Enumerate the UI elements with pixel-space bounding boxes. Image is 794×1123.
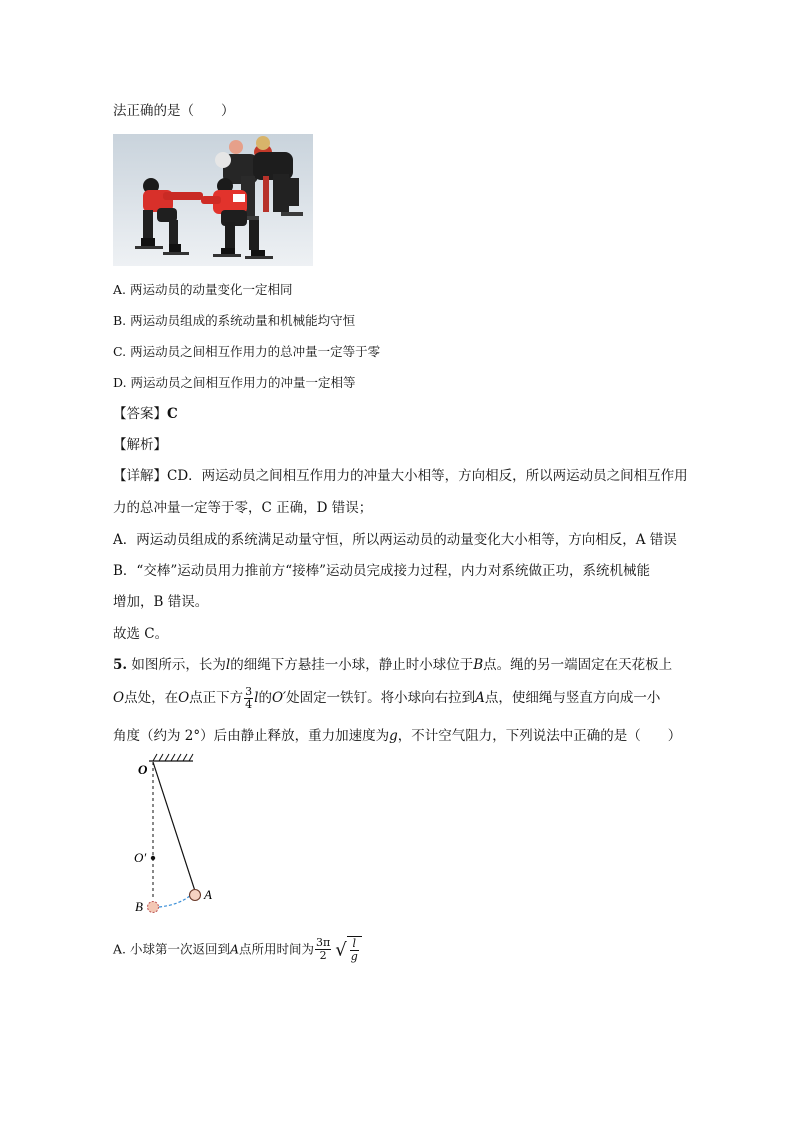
q5-line-3 [113, 727, 681, 745]
q5-line-1 [113, 656, 672, 674]
var-g: g [389, 728, 398, 744]
detail-line-5: 增加，B 错误。 [113, 594, 209, 610]
fraction-three-quarters [244, 686, 253, 711]
ceiling-hatch [153, 754, 193, 761]
var-o: O [178, 690, 190, 706]
frac-numerator: 3π [316, 936, 331, 950]
option-c: C. 两运动员之间相互作用力的总冲量一定等于零 [113, 344, 381, 359]
q5-line-2 [113, 686, 660, 711]
var-a: A [229, 941, 240, 957]
conclusion-line: 故选 C。 [113, 626, 169, 642]
q5-text: 点处，在 [124, 690, 179, 706]
var-o: O [113, 690, 125, 706]
frac-denominator: 4 [245, 698, 253, 711]
speed-skating-photo [113, 134, 313, 266]
detail-line-2: 力的总冲量一定等于零，C 正确，D 错误； [113, 500, 373, 516]
q5-text: 处固定一铁钉。将小球向右拉到 [286, 690, 476, 706]
q5-text: 点正下方 [189, 690, 244, 706]
radical-sign: √ [335, 939, 347, 961]
q5-text: 的细绳下方悬挂一小球，静止时小球位于 [230, 657, 474, 673]
option-a: A. 两运动员的动量变化一定相同 [113, 282, 293, 297]
label-b: B [135, 899, 143, 914]
nail-point [151, 856, 155, 860]
q5-text: 点。绳的另一端固定在天花板上 [483, 657, 673, 673]
q5-opt-text: 点所用时间为 [239, 941, 315, 957]
fraction-3pi-over-2 [315, 937, 331, 962]
var-o-prime: O′ [271, 690, 287, 706]
swing-arc [159, 895, 191, 907]
frac-denominator: 2 [319, 949, 327, 963]
answer-line [113, 405, 178, 423]
q5-text: 的 [258, 690, 272, 706]
detail-line-3: A．两运动员组成的系统满足动量守恒，所以两运动员的动量变化大小相等，方向相反，A 错误 [113, 532, 677, 548]
question-tail: 法正确的是（ ） [113, 103, 235, 119]
sqrt-l-over-g [335, 936, 362, 964]
var-l: l [225, 657, 231, 673]
analysis-label: 【解析】 [113, 437, 167, 453]
ball-a [190, 890, 201, 901]
var-l: l [254, 690, 259, 706]
q5-number: 5. [113, 657, 128, 673]
ball-b [148, 902, 159, 913]
answer-label: 【答案】 [113, 406, 167, 422]
q5-text: 角度（约为 2°）后由静止释放，重力加速度为 [113, 728, 390, 744]
q5-text: 点，使细绳与竖直方向成一小 [484, 690, 661, 706]
option-b: B. 两运动员组成的系统动量和机械能均守恒 [113, 313, 356, 328]
detail-line-1: 【详解】CD．两运动员之间相互作用力的冲量大小相等，方向相反，所以两运动员之间相互作用 [113, 468, 688, 484]
frac-denominator: g [350, 950, 358, 963]
answer-value: C [167, 406, 178, 422]
var-b: B [473, 657, 484, 673]
rope-line [153, 762, 195, 891]
label-o: O [138, 762, 148, 777]
label-a: A [204, 887, 212, 902]
q5-opt-text: A. 小球第一次返回到 [113, 941, 230, 957]
pendulum-figure [113, 752, 233, 917]
q5-text: ，不计空气阻力，下列说法中正确的是（ ） [397, 728, 682, 744]
q5-text: 如图所示，长为 [131, 657, 226, 673]
frac-numerator: 3 [245, 685, 253, 698]
q5-option-a [113, 936, 362, 964]
label-o-prime: O′ [134, 850, 147, 865]
option-d: D. 两运动员之间相互作用力的冲量一定相等 [113, 375, 356, 390]
frac-numerator: l [350, 938, 359, 951]
fraction-l-over-g [350, 938, 359, 963]
detail-line-4: B．“交棒”运动员用力推前方“接棒”运动员完成接力过程，内力对系统做正功，系统机械能 [113, 563, 651, 579]
var-a: A [475, 690, 485, 706]
